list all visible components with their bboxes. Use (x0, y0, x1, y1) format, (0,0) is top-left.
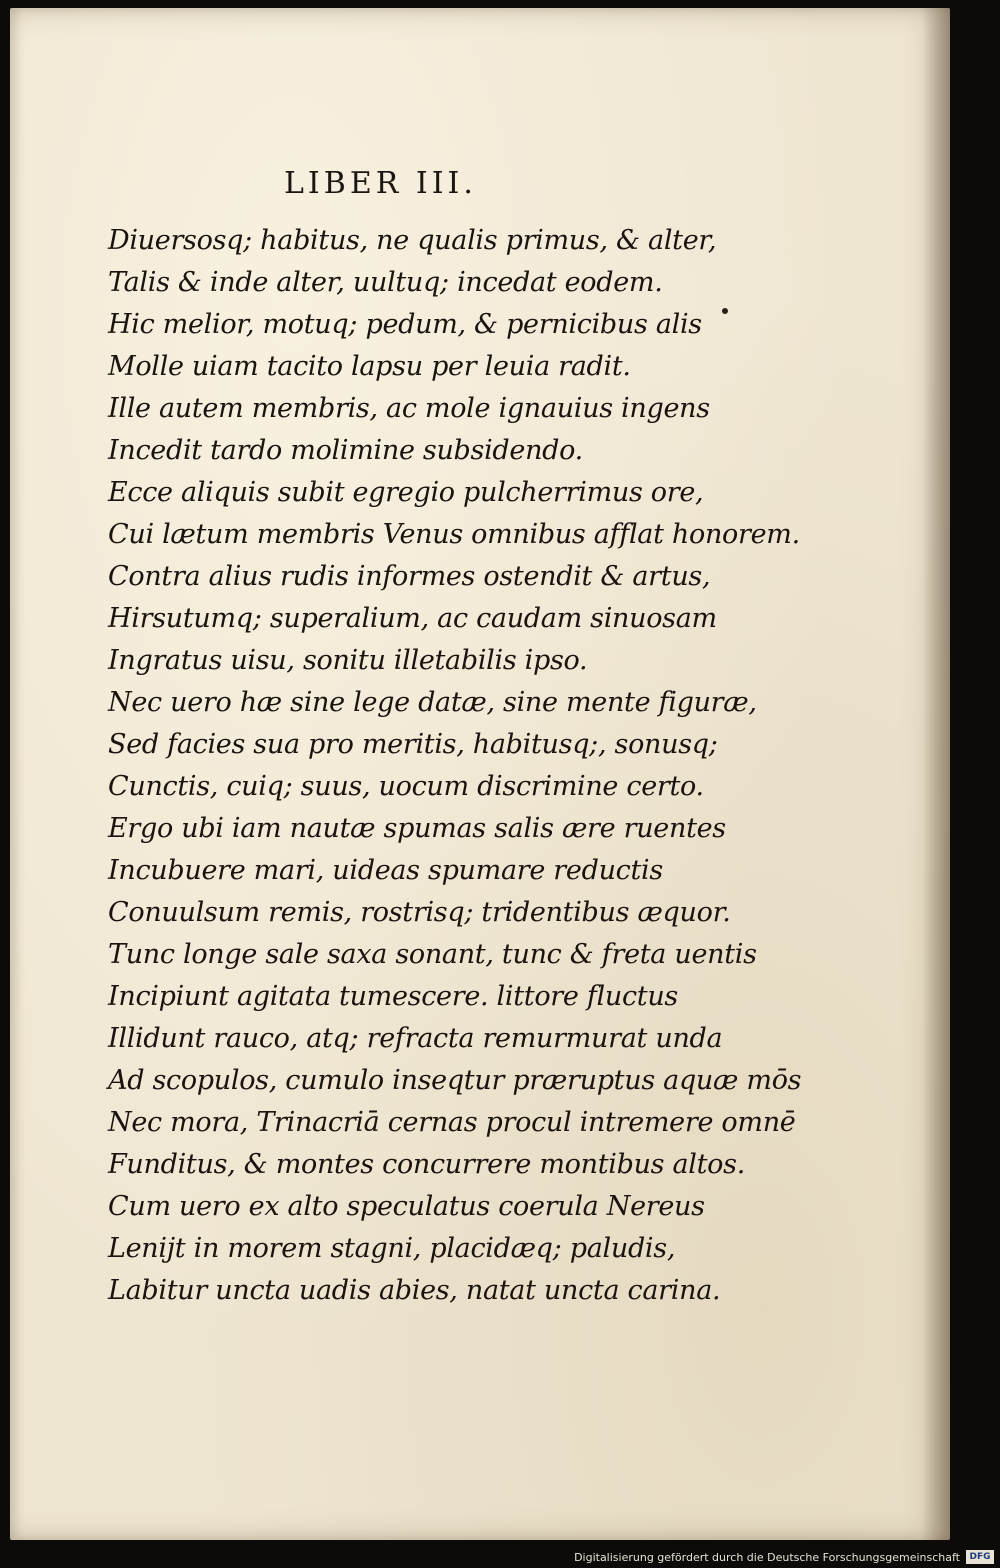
verse-line: Sed facies sua pro meritis, habitusq;, sonusq; (108, 729, 718, 760)
verse-line: Hirsutumq; superalium, ac caudam sinuosam (108, 603, 717, 634)
verse-line: Lenijt in morem stagni, placidæq; paludis, (108, 1233, 676, 1264)
book-page (10, 8, 950, 1540)
dfg-logo: DFG (966, 1550, 994, 1564)
running-head: LIBER III. (284, 166, 477, 201)
verse-line: Ingratus uisu, sonitu illetabilis ipso. (108, 645, 588, 676)
verse-block (108, 220, 808, 1312)
verse-line: Incedit tardo molimine subsidendo. (108, 435, 583, 466)
verse-line: Funditus, & montes concurrere montibus altos. (108, 1149, 745, 1180)
verse-line: Incubuere mari, uideas spumare reductis (108, 855, 663, 886)
verse-line: Nec uero hæ sine lege datæ, sine mente figuræ, (108, 687, 757, 718)
verse-line: Talis & inde alter, uultuq; incedat eodem. (108, 267, 663, 298)
verse-line: Incipiunt agitata tumescere. littore fluctus (108, 981, 678, 1012)
verse-line: Cunctis, cuiq; suus, uocum discrimine certo. (108, 771, 704, 802)
verse-line: Labitur uncta uadis abies, natat uncta carina. (108, 1275, 721, 1306)
verse-line: Conuulsum remis, rostrisq; tridentibus æquor. (108, 897, 731, 928)
digitization-credit: Digitalisierung gefördert durch die Deutsche Forschungsgemeinschaft (574, 1551, 960, 1564)
verse-line: Ergo ubi iam nautæ spumas salis ære ruentes (108, 813, 726, 844)
verse-line: Hic melior, motuq; pedum, & pernicibus alis (108, 309, 702, 340)
verse-line: Nec mora, Trinacriā cernas procul intremere omnē (108, 1107, 796, 1138)
page-gutter-shadow (922, 8, 950, 1540)
verse-line: Tunc longe sale saxa sonant, tunc & freta uentis (108, 939, 757, 970)
verse-line: Ad scopulos, cumulo inseqtur præruptus aquæ mōs (108, 1065, 802, 1096)
verse-line: Ille autem membris, ac mole ignauius ingens (108, 393, 710, 424)
verse-line: Ecce aliquis subit egregio pulcherrimus ore, (108, 477, 704, 508)
verse-line: Molle uiam tacito lapsu per leuia radit. (108, 351, 631, 382)
footer-bar (0, 1544, 1000, 1568)
ink-mark (722, 308, 728, 314)
verse-line: Illidunt rauco, atq; refracta remurmurat unda (108, 1023, 723, 1054)
verse-line: Cui lætum membris Venus omnibus afflat honorem. (108, 519, 800, 550)
verse-line: Contra alius rudis informes ostendit & artus, (108, 561, 711, 592)
verse-line: Cum uero ex alto speculatus coerula Nereus (108, 1191, 705, 1222)
verse-line: Diuersosq; habitus, ne qualis primus, & alter, (108, 225, 717, 256)
